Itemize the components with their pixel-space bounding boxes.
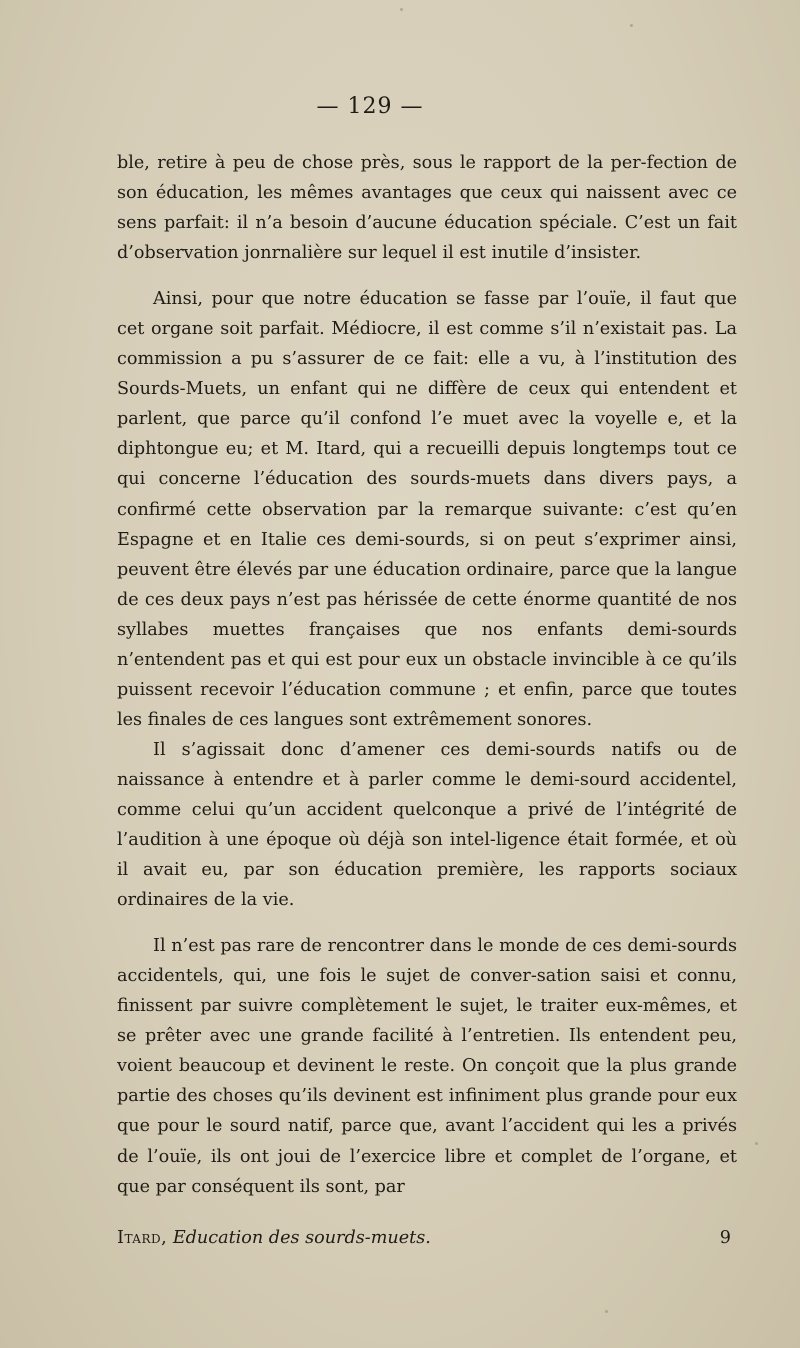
footer-author: Itard, <box>117 1228 168 1248</box>
paragraph-gap <box>117 268 737 284</box>
paper-speck <box>605 1310 608 1313</box>
paragraph-gap <box>117 915 737 931</box>
paper-speck <box>630 24 633 27</box>
page-number: — 129 — <box>316 94 424 119</box>
paper-speck <box>400 8 403 11</box>
footer-signature: 9 <box>719 1228 731 1248</box>
paragraph-1: ble, retire à peu de chose près, sous le rapport de la per-fection de son éducation, les mêmes avantages que ceux qui naissent avec ce sens parfait: il n’a besoin d’aucune éducation spéciale. C’est un fait d’observation jonrnalière sur lequel il est inutile d’insister. <box>117 153 737 264</box>
body-text <box>117 148 737 1202</box>
footer-title: Education des sourds-muets. <box>172 1228 431 1248</box>
paragraph-3: Il s’agissait donc d’amener ces demi-sourds natifs ou de naissance à entendre et à parler comme le demi-sourd accidentel, comme celui qu’un accident quelconque a privé de l’intégrité de l’audition à une époque où déjà son intel-ligence était formée, et où il avait eu, par son éducation première, les rapports sociaux ordinaires de la vie. <box>117 739 737 911</box>
paragraph-2: Ainsi, pour que notre éducation se fasse par l’ouïe, il faut que cet organe soit parfait. Médiocre, il est comme s’il n’existait pas. La commission a pu s’assurer de ce fait: elle a vu, à l’institution des Sourds-Muets, un enfant qui ne diffère de ceux qui entendent et parlent, que parce qu’il confond l’e muet avec la voyelle e, et la diphtongue eu; et M. Itard, qui a recueilli depuis longtemps tout ce qui concerne l’éducation des sourds-muets dans divers pays, a confirmé cette observation par la remarque suivante: c’est qu’en Espagne et en Italie ces demi-sourds, si on peut s’exprimer ainsi, peuvent être élevés par une éducation ordinaire, parce que la langue de ces deux pays n’est pas hérissée de cette énorme quantité de nos syllabes muettes françaises que nos enfants demi-sourds n’entendent pas et qui est pour eux un obstacle invincible à ce qu’ils puissent recevoir l’éducation commune ; et enfin, parce que toutes les finales de ces langues sont extrêmement sonores. <box>117 289 737 730</box>
paragraph-4: Il n’est pas rare de rencontrer dans le monde de ces demi-sourds accidentels, qui, une fois le sujet de conver-sation saisi et connu, finissent par suivre complètement le sujet, le traiter eux-mêmes, et se prêter avec une grande facilité à l’entretien. Ils entendent peu, voient beaucoup et devinent le reste. On conçoit que la plus grande partie des choses qu’ils devinent est infiniment plus grande pour eux que pour le sourd natif, parce que, avant l’accident qui les a privés de l’ouïe, ils ont joui de l’exercice libre et complet de l’organe, et que par conséquent ils sont, par <box>117 936 737 1197</box>
paper-speck <box>755 1142 758 1145</box>
page-footer <box>117 1223 737 1253</box>
footer-citation <box>117 1223 431 1253</box>
